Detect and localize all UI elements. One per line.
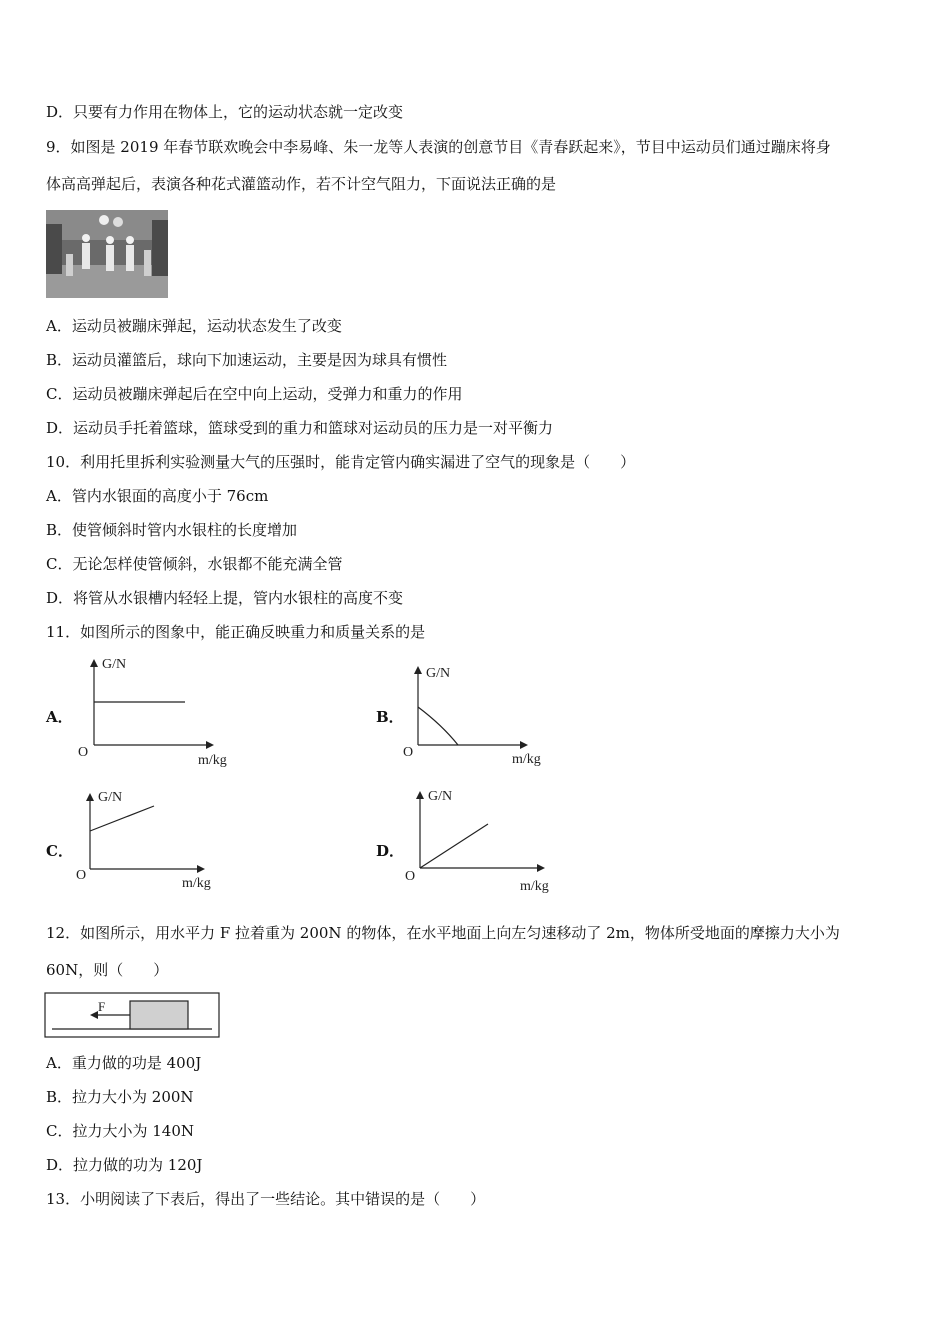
- graph-d-label: D．: [376, 842, 405, 860]
- q12-stem-line2: 60N，则（ ）: [46, 961, 169, 979]
- graph-d: [402, 782, 572, 898]
- q9-stem-line2: 体高高弹起后，表演各种花式灌篮动作，若不计空气阻力，下面说法正确的是: [46, 175, 557, 193]
- graph-b: [400, 655, 570, 773]
- trampoline-performance-photo: [46, 210, 168, 298]
- graph-c-y-axis-label: G/N: [98, 790, 123, 805]
- q12-option-c: C．拉力大小为 140N: [46, 1122, 195, 1140]
- graph-b-label: B．: [376, 708, 404, 726]
- q10-option-b: B．使管倾斜时管内水银柱的长度增加: [46, 521, 298, 539]
- graph-a-origin: O: [78, 745, 89, 760]
- graph-d-origin: O: [405, 869, 416, 884]
- graph-b-x-axis-label: m/kg: [512, 752, 541, 767]
- q10-option-c: C．无论怎样使管倾斜，水银都不能充满全管: [46, 555, 343, 573]
- graph-c-origin: O: [76, 868, 87, 883]
- q9-option-c: C．运动员被蹦床弹起后在空中向上运动，受弹力和重力的作用: [46, 385, 463, 403]
- graph-a-label: A．: [46, 708, 73, 726]
- q12-option-a: A．重力做的功是 400J: [46, 1054, 202, 1072]
- q12-stem-line1: 12．如图所示，用水平力 F 拉着重为 200N 的物体，在水平地面上向左匀速移动了 2m，物体所受地面的摩擦力大小为: [46, 924, 840, 942]
- q9-stem-line1: 9．如图是 2019 年春节联欢晚会中李易峰、朱一龙等人表演的创意节目《青春跃起来》，节目中运动员们通过蹦床将身: [46, 138, 831, 156]
- q12-option-d: D．拉力做的功为 120J: [46, 1156, 203, 1174]
- force-label: F: [98, 999, 106, 1014]
- graph-d-x-axis-label: m/kg: [520, 879, 549, 894]
- graph-b-origin: O: [403, 745, 414, 760]
- q10-option-a: A．管内水银面的高度小于 76cm: [46, 487, 269, 505]
- q13-stem: 13．小明阅读了下表后，得出了一些结论。其中错误的是（ ）: [46, 1190, 486, 1208]
- graph-a: [74, 652, 244, 772]
- q10-option-d: D．将管从水银槽内轻轻上提，管内水银柱的高度不变: [46, 589, 404, 607]
- graph-a-x-axis-label: m/kg: [198, 753, 227, 768]
- q12-option-b: B．拉力大小为 200N: [46, 1088, 194, 1106]
- graph-c-label: C．: [46, 842, 73, 860]
- graph-c-x-axis-label: m/kg: [182, 876, 211, 891]
- graph-a-y-axis-label: G/N: [102, 657, 127, 672]
- q12-force-diagram: [44, 992, 222, 1040]
- q10-stem: 10．利用托里拆利实验测量大气的压强时，能肯定管内确实漏进了空气的现象是（ ）: [46, 453, 636, 471]
- q8-option-d: D．只要有力作用在物体上，它的运动状态就一定改变: [46, 103, 404, 121]
- q11-stem: 11．如图所示的图象中，能正确反映重力和质量关系的是: [46, 623, 426, 641]
- graph-d-y-axis-label: G/N: [428, 789, 453, 804]
- q9-option-b: B．运动员灌篮后，球向下加速运动，主要是因为球具有惯性: [46, 351, 448, 369]
- q9-option-d: D．运动员手托着篮球，篮球受到的重力和篮球对运动员的压力是一对平衡力: [46, 419, 554, 437]
- graph-b-y-axis-label: G/N: [426, 666, 451, 681]
- q9-option-a: A．运动员被蹦床弹起，运动状态发生了改变: [46, 317, 342, 335]
- graph-c: [72, 784, 242, 896]
